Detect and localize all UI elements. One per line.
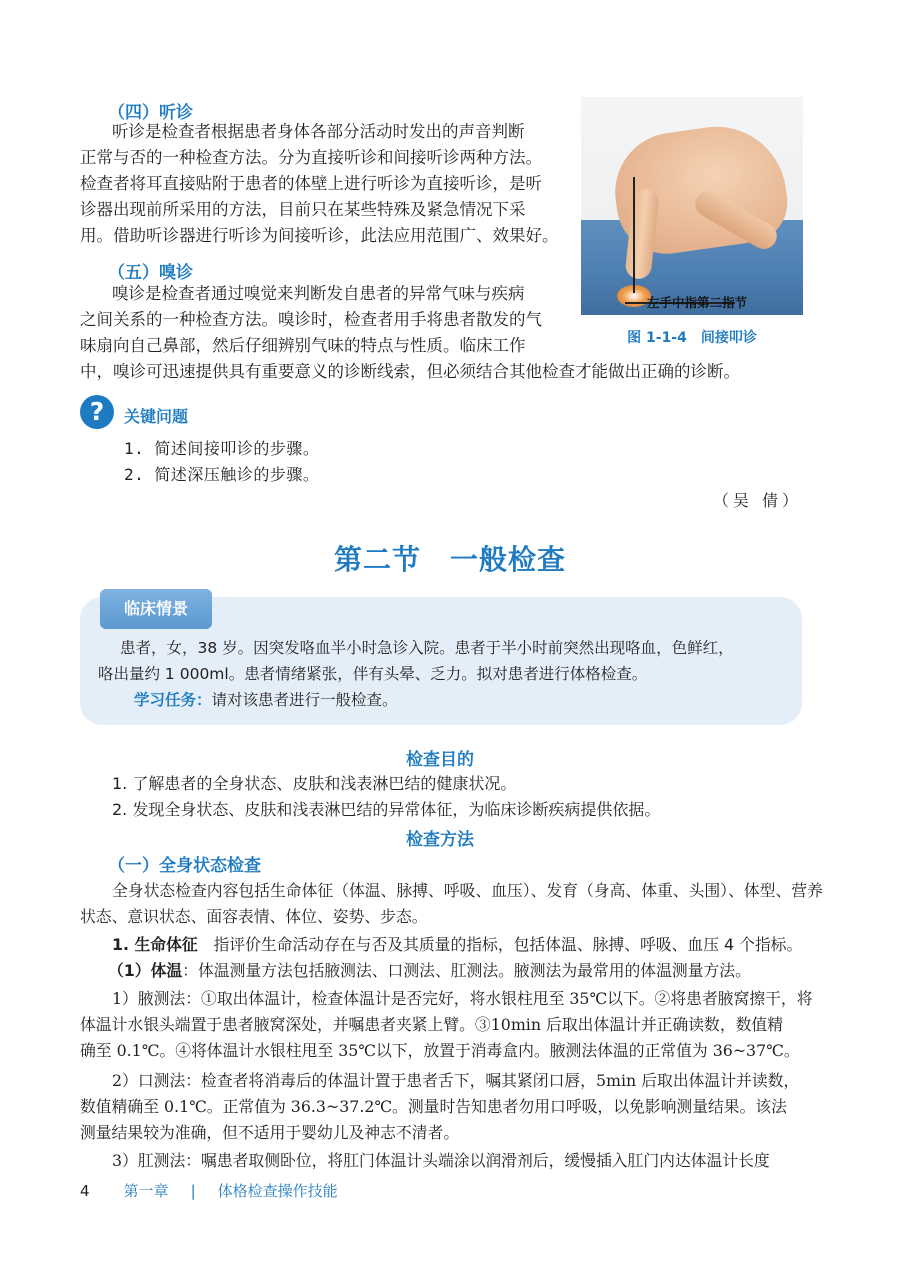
section-title: 第二节 一般检查 (333, 543, 566, 576)
learning-task-text: 请对该患者进行一般检查。 (211, 691, 398, 709)
olfaction-paragraph (80, 281, 560, 359)
text-line: 1）腋测法：①取出体温计，检查体温计是否完好，将水银柱甩至 35℃以下。②将患者腋窝擦干，将 (112, 989, 813, 1008)
axillary-method (80, 986, 813, 1064)
auscultation-paragraph (80, 119, 560, 249)
learning-task-label: 学习任务： (134, 691, 212, 709)
purpose-heading: 检查目的 (406, 750, 474, 770)
oral-method (80, 1068, 808, 1146)
text-line: 用。借助听诊器进行听诊为间接听诊，此法应用范围广、效果好。 (80, 226, 559, 245)
text-line: 之间关系的一种检查方法。嗅诊时，检查者用手将患者散发的气 (80, 310, 542, 329)
key-question-item: 1. 简述间接叩诊的步骤。 (124, 439, 320, 458)
method-heading: 检查方法 (406, 830, 474, 850)
figure-caption: 图 1-1-4 间接叩诊 (627, 330, 757, 346)
text-line: 2）口测法：检查者将消毒后的体温计置于患者舌下，嘱其紧闭口唇，5min 后取出体温计并读数， (112, 1071, 800, 1090)
text-line: 中，嗅诊可迅速提供具有重要意义的诊断线索，但必须结合其他检查才能做出正确的诊断。 (80, 362, 740, 381)
text-line: 数值精确至 0.1℃。正常值为 36.3~37.2℃。测量时告知患者勿用口呼吸，以免影响测量结果。该法 (80, 1097, 787, 1116)
clinical-text-line: 患者，女，38 岁。因突发咯血半小时急诊入院。患者于半小时前突然出现咯血，色鲜红， (120, 639, 734, 657)
text-line: 听诊是检查者根据患者身体各部分活动时发出的声音判断 (112, 122, 525, 141)
auscultation-heading: （四）听诊 (108, 103, 193, 123)
learning-task (134, 687, 824, 713)
vital-signs-text: 指评价生命活动存在与否及其质量的指标，包括体温、脉搏、呼吸、血压 4 个指标。 (197, 935, 803, 954)
text-line: 正常与否的一种检查方法。分为直接听诊和间接听诊两种方法。 (80, 148, 542, 167)
general-state-heading: （一）全身状态检查 (108, 856, 261, 876)
general-state-intro (80, 878, 823, 930)
temperature-text: ：体温测量方法包括腋测法、口测法、肛测法。腋测法为最常用的体温测量方法。 (182, 961, 751, 980)
photo-label: 左手中指第二指节 (647, 295, 748, 310)
olfaction-heading: （五）嗅诊 (108, 263, 193, 283)
footer-separator: | (190, 1182, 196, 1200)
key-question-item: 2. 简述深压触诊的步骤。 (124, 465, 320, 484)
text-line: 状态、意识状态、面容表情、体位、姿势、步态。 (80, 907, 428, 926)
clinical-scenario-tab: 临床情景 (100, 589, 212, 629)
clinical-text-line: 咯出量约 1 000ml。患者情绪紧张，伴有头晕、乏力。拟对患者进行体格检查。 (98, 665, 648, 683)
page-number: 4 (80, 1182, 90, 1200)
key-questions-title: 关键问题 (124, 407, 189, 426)
temperature-line (108, 958, 808, 984)
vital-signs-line (112, 932, 812, 958)
text-line: 确至 0.1℃。④将体温计水银柱甩至 35℃以下，放置于消毒盒内。腋测法体温的正常值为 36~37℃。 (80, 1041, 800, 1060)
indirect-percussion-photo (581, 97, 803, 315)
text-line: 嗅诊是检查者通过嗅觉来判断发自患者的异常气味与疾病 (112, 284, 525, 303)
footer-chapter-title: 体格检查操作技能 (217, 1182, 338, 1200)
author: （吴 倩） (712, 491, 802, 510)
text-line: 测量结果较为准确，但不适用于婴幼儿及神志不清者。 (80, 1123, 460, 1142)
text-line: 诊器出现前所采用的方法，目前只在某些特殊及紧急情况下采 (80, 200, 526, 219)
text-line: 味扇向自己鼻部，然后仔细辨别气味的特点与性质。临床工作 (80, 336, 526, 355)
rectal-method-line: 3）肛测法：嘱患者取侧卧位，将肛门体温计头端涂以润滑剂后，缓慢插入肛门内达体温计长度 (112, 1151, 770, 1170)
page-footer (80, 1180, 338, 1201)
purpose-item: 1. 了解患者的全身状态、皮肤和浅表淋巴结的健康状况。 (112, 774, 517, 793)
text-line: 全身状态检查内容包括生命体征（体温、脉搏、呼吸、血压）、发育（身高、体重、头围）、体型、营养 (112, 881, 823, 900)
text-line: 检查者将耳直接贴附于患者的体壁上进行听诊为直接听诊，是听 (80, 174, 542, 193)
question-icon: ? (80, 395, 114, 429)
vital-signs-label: 1. 生命体征 (112, 935, 198, 954)
pointer-line (633, 177, 635, 293)
purpose-item: 2. 发现全身状态、皮肤和浅表淋巴结的异常体征，为临床诊断疾病提供依据。 (112, 800, 661, 819)
temperature-label: （1）体温 (108, 961, 183, 980)
footer-chapter: 第一章 (123, 1182, 169, 1200)
text-line: 体温计水银头端置于患者腋窝深处，并嘱患者夹紧上臂。③10min 后取出体温计并正确读数，数值精 (80, 1015, 784, 1034)
